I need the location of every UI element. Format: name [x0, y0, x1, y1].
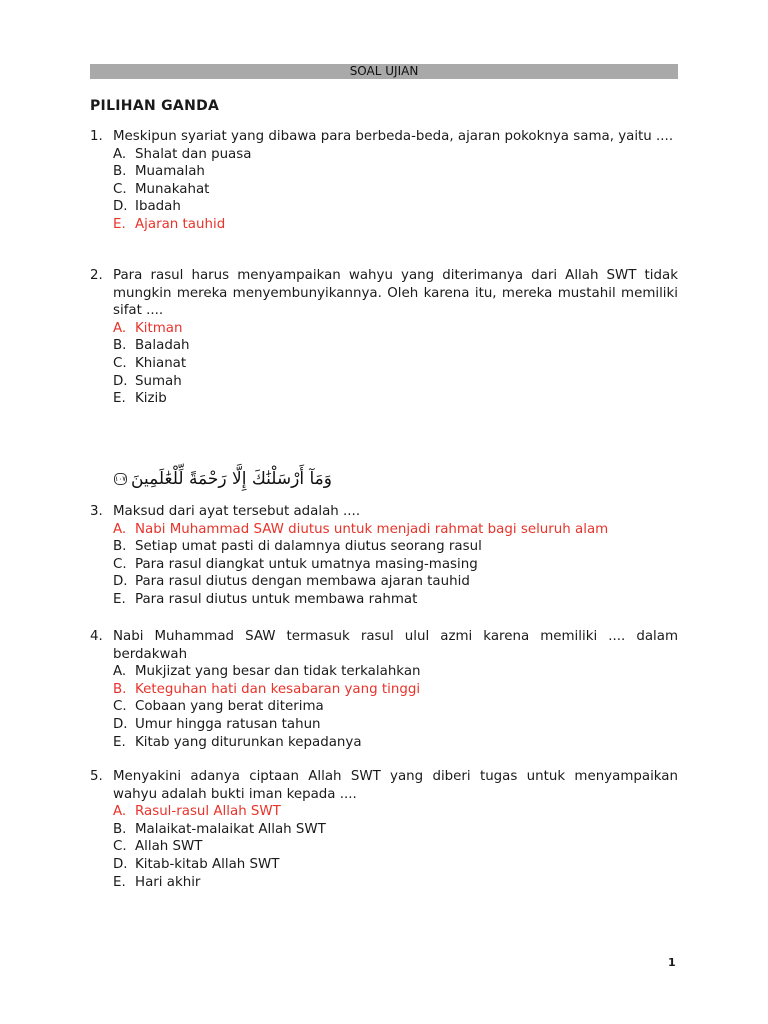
- section-title: PILIHAN GANDA: [90, 98, 220, 114]
- option-letter: B.: [113, 539, 127, 555]
- option-text: Baladah: [135, 338, 190, 354]
- option-d: [90, 373, 678, 391]
- option-letter: E.: [113, 591, 126, 607]
- option-d: [90, 856, 678, 874]
- question-text: Menyakini adanya ciptaan Allah SWT yang diberi tugas untuk menyampaikan wahyu adalah bukti iman kepada ....: [113, 769, 678, 802]
- option-text: Para rasul diangkat untuk umatnya masing-masing: [135, 556, 478, 572]
- option-letter: A.: [113, 664, 127, 680]
- option-text: Munakahat: [135, 181, 210, 197]
- option-c: [90, 698, 678, 716]
- question-1: [90, 128, 678, 234]
- page-number: 1: [668, 956, 676, 969]
- option-letter: E.: [113, 734, 126, 750]
- options-list: [90, 146, 678, 234]
- option-a: [90, 663, 678, 681]
- option-d: [90, 716, 678, 734]
- option-letter: C.: [113, 355, 127, 371]
- option-letter: A.: [113, 804, 127, 820]
- exam-title: SOAL UJIAN: [349, 64, 419, 78]
- option-letter: D.: [113, 856, 128, 872]
- question-number: 2.: [90, 268, 103, 283]
- question-5: [90, 768, 678, 891]
- option-e: [90, 591, 678, 609]
- option-letter: A.: [113, 521, 127, 537]
- option-b: [90, 163, 678, 181]
- option-a: [90, 146, 678, 164]
- option-letter: B.: [113, 681, 127, 697]
- option-letter: C.: [113, 699, 127, 715]
- option-text: Muamalah: [135, 164, 205, 180]
- option-text: Kitman: [135, 320, 183, 336]
- options-list: [90, 803, 678, 891]
- option-text: Mukjizat yang besar dan tidak terkalahkan: [135, 664, 421, 680]
- header-bar: [90, 64, 678, 79]
- options-list: [90, 521, 678, 609]
- option-letter: D.: [113, 373, 128, 389]
- option-letter: C.: [113, 556, 127, 572]
- option-letter: D.: [113, 574, 128, 590]
- question-4: [90, 628, 678, 751]
- question-number: 1.: [90, 129, 103, 144]
- option-b-correct-answer: [90, 681, 678, 699]
- question-3: [90, 503, 678, 609]
- options-list: [90, 663, 678, 751]
- option-text: Malaikat-malaikat Allah SWT: [135, 821, 326, 837]
- option-text: Para rasul diutus untuk membawa rahmat: [135, 591, 418, 607]
- option-b: [90, 821, 678, 839]
- option-text: Para rasul diutus dengan membawa ajaran tauhid: [135, 574, 470, 590]
- option-b: [90, 337, 678, 355]
- option-c: [90, 838, 678, 856]
- option-letter: C.: [113, 839, 127, 855]
- option-letter: E.: [113, 216, 126, 232]
- options-list: [90, 320, 678, 408]
- question-2: [90, 267, 678, 408]
- option-letter: A.: [113, 320, 127, 336]
- option-text: Rasul-rasul Allah SWT: [135, 804, 281, 820]
- option-text: Khianat: [135, 355, 187, 371]
- option-text: Kitab-kitab Allah SWT: [135, 856, 280, 872]
- option-d: [90, 198, 678, 216]
- option-c: [90, 181, 678, 199]
- option-letter: E.: [113, 874, 126, 890]
- option-text: Setiap umat pasti di dalamnya diutus seorang rasul: [135, 539, 482, 555]
- option-letter: C.: [113, 181, 127, 197]
- option-a-correct-answer: [90, 803, 678, 821]
- question-text: Nabi Muhammad SAW termasuk rasul ulul azmi karena memiliki .... dalam berdakwah: [113, 629, 678, 662]
- option-text: Nabi Muhammad SAW diutus untuk menjadi rahmat bagi seluruh alam: [135, 521, 609, 537]
- option-a-correct-answer: [90, 320, 678, 338]
- option-letter: B.: [113, 164, 127, 180]
- option-letter: B.: [113, 338, 127, 354]
- option-letter: B.: [113, 821, 127, 837]
- option-d: [90, 573, 678, 591]
- option-letter: E.: [113, 391, 126, 407]
- option-text: Sumah: [135, 373, 182, 389]
- question-text: Para rasul harus menyampaikan wahyu yang diterimanya dari Allah SWT tidak mungkin mereka menyembunyikannya. Oleh karena itu, mereka mustahil memiliki sifat ....: [113, 268, 678, 319]
- quran-verse: [116, 462, 332, 496]
- option-text: Ajaran tauhid: [135, 216, 226, 232]
- verse-text: وَمَآ أَرْسَلْنَٰكَ إِلَّا رَحْمَةً لِّلْعَٰلَمِينَ: [131, 469, 332, 489]
- option-e-correct-answer: [90, 216, 678, 234]
- option-text: Ibadah: [135, 199, 181, 215]
- option-text: Kizib: [135, 391, 167, 407]
- option-text: Shalat dan puasa: [135, 146, 252, 162]
- option-text: Keteguhan hati dan kesabaran yang tinggi: [135, 681, 421, 697]
- question-text: Maksud dari ayat tersebut adalah ....: [113, 504, 361, 519]
- option-b: [90, 538, 678, 556]
- question-text: Meskipun syariat yang dibawa para berbeda-beda, ajaran pokoknya sama, yaitu ....: [113, 129, 674, 144]
- option-text: Hari akhir: [135, 874, 201, 890]
- option-letter: D.: [113, 199, 128, 215]
- option-text: Kitab yang diturunkan kepadanya: [135, 734, 362, 750]
- option-letter: A.: [113, 146, 127, 162]
- option-text: Allah SWT: [135, 839, 203, 855]
- option-c: [90, 556, 678, 574]
- option-text: Cobaan yang berat diterima: [135, 699, 324, 715]
- option-text: Umur hingga ratusan tahun: [135, 716, 321, 732]
- option-e: [90, 734, 678, 752]
- option-a-correct-answer: [90, 521, 678, 539]
- option-e: [90, 874, 678, 892]
- question-number: 5.: [90, 769, 103, 784]
- question-number: 3.: [90, 504, 103, 519]
- ayah-number-marker: ١٠٧: [114, 475, 126, 483]
- question-number: 4.: [90, 629, 103, 644]
- option-e: [90, 390, 678, 408]
- option-c: [90, 355, 678, 373]
- option-letter: D.: [113, 716, 128, 732]
